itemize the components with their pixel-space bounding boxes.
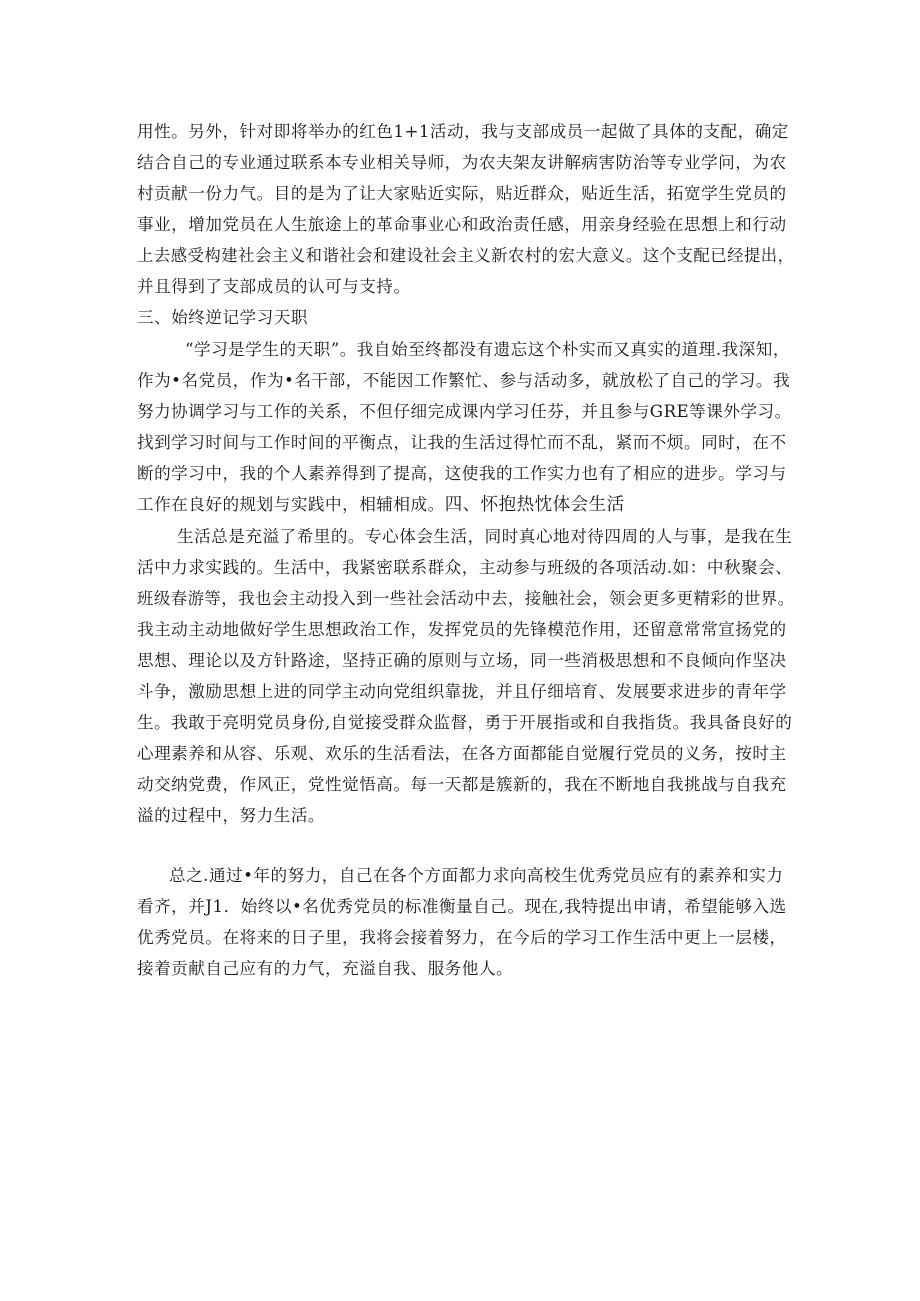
paragraph-1-line: 村贡献一份力气。目的是为了让大家贴近实际，贴近群众，贴近生活，拓宽学生党员的 [137, 184, 787, 203]
paragraph-2-line: 找到学习时间与工作时间的平衡点，让我的生活过得忙而不乱，紧而不烦。同时，在不 [137, 433, 787, 452]
paragraph-4-line: 优秀党员。在将来的日子里，我将会接着努力，在今后的学习工作生活中更上一层楼， [137, 928, 787, 947]
paragraph-1-line: 上去感受构建社会主义和谐社会和建设社会主义新农村的宏大意义。这个支配已经提出， [137, 246, 795, 265]
paragraph-2-last-text: 工作在良好的规划与实践中，相辅相成。 [137, 495, 445, 514]
paragraph-4-line: 总之.通过•年的努力，自己在各个方面都力求向高校生优秀党员应有的素养和实力 [169, 866, 784, 885]
paragraph-2-line: 努力协调学习与工作的关系，不但仔细完成课内学习任芬，并且参与GRE等课外学习。 [137, 402, 792, 421]
paragraph-3-line: 动交纳党费，作风正，党性觉悟高。每一天都是簇新的，我在不断地自我挑战与自我充 [137, 775, 787, 794]
paragraph-2-line [137, 495, 625, 515]
paragraph-3-line: 活中力求实践的。生活中，我紧密联系群众，主动参与班级的各项活动.如：中秋聚会、 [137, 558, 793, 577]
paragraph-3-line: 生活总是充溢了希里的。专心体会生活，同时真心地对待四周的人与事，是我在生 [177, 527, 793, 546]
paragraph-3-line: 思想、理论以及方针路途，坚持正确的原则与立场，同一些消极思想和不良倾向作坚决 [137, 651, 787, 670]
paragraph-3-line: 生。我敢于亮明党员身份,自觉接受群众监督，勇于开展指或和自我指货。我具备良好的 [137, 713, 793, 732]
paragraph-2-line: “学习是学生的天职”。我自始至终都没有遗忘这个朴实而又真实的道理.我深知， [185, 340, 790, 359]
paragraph-1-line: 并且得到了支部成员的认可与支持。 [137, 277, 411, 296]
paragraph-3-line: 班级春游等，我也会主动投入到一些社会活动中去，接触社会，领会更多更精彩的世界。 [137, 589, 795, 608]
paragraph-1-line: 结合自己的专业通过联系本专业相关导师，为农夫架友讲解病害防治等专业学问，为农 [137, 153, 787, 172]
paragraph-3-line: 我主动主动地做好学生思想政治工作，发挥党员的先锋模范作用，还留意常常宣扬党的 [137, 620, 787, 639]
paragraph-4-line: 接着贡献自己应有的力气，充溢自我、服务他人。 [137, 959, 514, 978]
section-heading-3: 三、始终逆记学习天职 [137, 308, 308, 327]
paragraph-1-line: 用性。另外，针对即将举办的红色1+1活动，我与支部成员一起做了具体的支配，确定 [137, 122, 789, 141]
section-heading-4: 四、怀抱热忱体会生活 [444, 495, 625, 515]
paragraph-4-line: 看齐，并J1．始终以•名优秀党员的标准衡量自己。现在,我特提出申请，希望能够入选 [137, 897, 787, 916]
paragraph-3-line: 心理素养和从容、乐观、欢乐的生活看法，在各方面都能自觉履行党员的义务，按时主 [137, 744, 787, 763]
paragraph-1-line: 事业，增加党员在人生旅途上的革命事业心和政治责任感，用亲身经验在思想上和行动 [137, 215, 787, 234]
paragraph-2-line: 作为•名党员，作为•名干部，不能因工作繁忙、参与活动多，就放松了自己的学习。我 [137, 371, 791, 390]
paragraph-2-line: 断的学习中，我的个人素养得到了提高，这使我的工作实力也有了相应的进步。学习与 [137, 464, 787, 483]
paragraph-3-line: 斗争，激励思想上进的同学主动向党组织靠拢，并且仔细培育、发展要求进步的青年学 [137, 682, 787, 701]
paragraph-3-line: 溢的过程中，努力生活。 [137, 806, 326, 825]
